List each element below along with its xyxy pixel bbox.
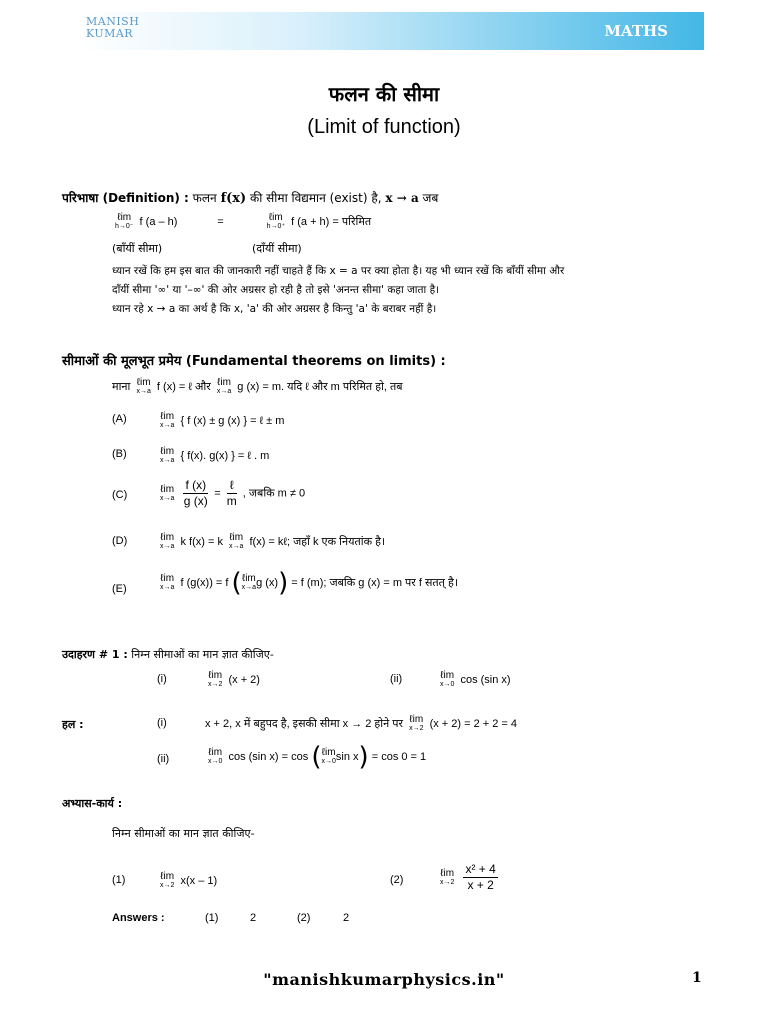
left-limit-label: (बाँयीं सीमा) bbox=[112, 242, 163, 255]
theorem-b-label: (B) bbox=[112, 448, 127, 460]
def-text-d: जब bbox=[422, 191, 439, 205]
example-part-ii: ℓim x→0 cos (sin x) bbox=[440, 670, 511, 688]
def-x-to-a: x → a bbox=[385, 191, 419, 205]
theorem-d: ℓim x→a k f(x) = k ℓim x→a f(x) = kℓ; जहाँ k एक नियतांक है। bbox=[160, 532, 386, 550]
def-text-a: फलन bbox=[192, 191, 217, 205]
theorem-d-tail: f(x) = kℓ; जहाँ k एक नियतांक है। bbox=[249, 535, 386, 548]
theorem-d-label: (D) bbox=[112, 535, 128, 547]
theorem-e-tail: = f (m); जबकि g (x) = m पर f सतत् है। bbox=[291, 576, 458, 589]
logo-line1: MANISH bbox=[86, 15, 140, 28]
exercise-prompt: निम्न सीमाओं का मान ज्ञात कीजिए- bbox=[112, 827, 255, 840]
exercise-q1: ℓim x→2 x(x – 1) bbox=[160, 871, 218, 889]
fraction-l-m: $\frac{\text{ℓ}}{m}$ bbox=[226, 478, 237, 508]
theorem-a-label: (A) bbox=[112, 413, 127, 425]
answers-label: Answers : bbox=[112, 912, 165, 924]
lim-fx: ℓim x→a bbox=[136, 377, 151, 395]
note-2: दाँयीं सीमा '∞' या '–∞' की ओर अग्रसर हो रही है तो इसे 'अनन्त सीमा' कहा जाता है। bbox=[112, 284, 440, 296]
def-text-b: की सीमा विद्यमान (exist) है, bbox=[250, 191, 382, 205]
logo bbox=[86, 16, 139, 40]
theorem-b: ℓim x→a { f(x). g(x) } = ℓ . m bbox=[160, 446, 270, 464]
theorem-c: ℓim x→a $\frac{f (x)}{g (x)}$ = $\frac{\text{ℓ}}{m}$ , जबकि m ≠ 0 bbox=[160, 478, 306, 508]
theorem-b-expr: { f(x). g(x) } = ℓ . m bbox=[180, 449, 270, 462]
solution-i: x + 2, x में बहुपद है, इसकी सीमा x → 2 होने पर ℓim x→2 (x + 2) = 2 + 2 = 4 bbox=[205, 714, 518, 732]
answer-1-label: (1) bbox=[205, 912, 219, 924]
theorem-e: ℓim x→a f (g(x)) = f ( ℓim x→a g (x)) = f (m); जबकि g (x) = m पर f सतत् है। bbox=[160, 568, 458, 598]
example-part-i-label: (i) bbox=[157, 673, 167, 685]
answer-1: 2 bbox=[250, 912, 257, 924]
exercise-q2-label: (2) bbox=[390, 874, 404, 886]
example-part-ii-label: (ii) bbox=[390, 673, 403, 685]
subject-label: MATHS bbox=[604, 22, 668, 40]
example-line bbox=[62, 647, 274, 662]
fraction-fx-gx: $\frac{f (x)}{g (x)}$ bbox=[183, 478, 208, 508]
solution-i-label: (i) bbox=[157, 717, 167, 729]
theorems-intro bbox=[112, 378, 403, 396]
example-part-i: ℓim x→2 (x + 2) bbox=[208, 670, 260, 688]
definition-line bbox=[62, 189, 438, 206]
lim-left: ℓim h→0⁻ bbox=[115, 212, 134, 230]
definition-limits bbox=[112, 213, 371, 231]
page-number: 1 bbox=[692, 970, 702, 986]
theorem-a: ℓim x→a { f (x) ± g (x) } = ℓ ± m bbox=[160, 411, 285, 429]
theorem-c-tail: , जबकि m ≠ 0 bbox=[242, 487, 306, 500]
example-prompt: निम्न सीमाओं का मान ज्ञात कीजिए- bbox=[131, 648, 274, 661]
intro-c: g (x) = m. यदि ℓ और m परिमित हो, तब bbox=[237, 380, 403, 393]
title-english: (Limit of function) bbox=[307, 116, 461, 138]
exercise-q2: ℓim x→2 $\frac{\text{x² + 4}}{x + 2}$ bbox=[440, 862, 496, 892]
exercise-q1-label: (1) bbox=[112, 874, 126, 886]
example-heading: उदाहरण # 1 : bbox=[62, 648, 128, 661]
right-expr: f (a + h) = परिमित bbox=[291, 215, 372, 228]
answer-2: 2 bbox=[343, 912, 350, 924]
theorems-heading: सीमाओं की मूलभूत प्रमेय (Fundamental theorems on limits) : bbox=[62, 354, 446, 369]
lim-right: ℓim h→0⁺ bbox=[266, 212, 286, 230]
theorem-e-label: (E) bbox=[112, 583, 127, 595]
right-limit-label: (दाँयीं सीमा) bbox=[252, 242, 302, 255]
title-hindi: फलन की सीमा bbox=[328, 82, 440, 106]
solution-label: हल : bbox=[62, 718, 84, 731]
solution-ii: ℓim x→0 cos (sin x) = cos ( ℓim x→0 sin x) = cos 0 = 1 bbox=[208, 742, 427, 772]
note-3: ध्यान रहे x → a का अर्थ है कि x, 'a' की ओर अग्रसर है किन्तु 'a' के बराबर नहीं है। bbox=[112, 303, 437, 315]
left-expr: f (a – h) bbox=[139, 215, 178, 228]
note-1: ध्यान रखें कि हम इस बात की जानकारी नहीं चाहते हैं कि x = a पर क्या होता है। यह भी ध्यान रखें कि बाँयीं सीमा और bbox=[112, 265, 565, 277]
logo-line2: KUMAR bbox=[86, 27, 134, 40]
exercise-q2-fraction: $\frac{\text{x² + 4}}{x + 2}$ bbox=[465, 862, 496, 892]
solution-ii-label: (ii) bbox=[157, 753, 170, 765]
answer-2-label: (2) bbox=[297, 912, 311, 924]
intro-b: f (x) = ℓ और bbox=[156, 380, 211, 393]
exercise-heading: अभ्यास-कार्य : bbox=[62, 797, 123, 810]
footer-site: "manishkumarphysics.in" bbox=[263, 970, 505, 989]
def-fx: f(x) bbox=[220, 191, 247, 206]
lim-gx: ℓim x→a bbox=[216, 377, 232, 395]
intro-a: माना bbox=[112, 380, 131, 393]
theorem-c-label: (C) bbox=[112, 489, 128, 501]
equals-sign: = bbox=[217, 215, 224, 228]
definition-heading: परिभाषा (Definition) : bbox=[62, 191, 189, 205]
header-bar bbox=[80, 12, 704, 50]
theorem-a-expr: { f (x) ± g (x) } = ℓ ± m bbox=[180, 414, 285, 427]
